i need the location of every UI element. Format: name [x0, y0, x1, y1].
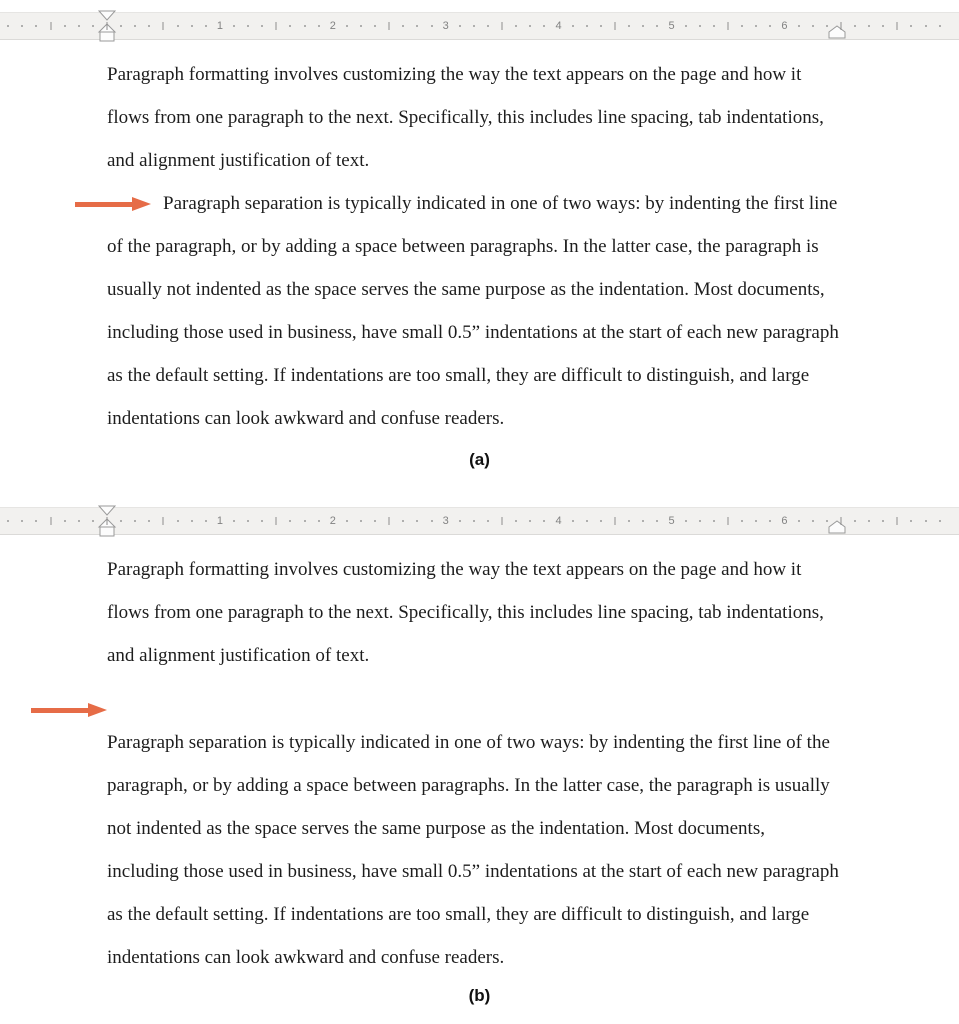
- ruler-half-tick: [502, 517, 503, 525]
- ruler-number: 2: [329, 20, 336, 32]
- ruler-tick-dot: [431, 25, 433, 27]
- ruler-tick-dot: [261, 520, 263, 522]
- ruler-number: 1: [216, 515, 223, 527]
- ruler-tick-dot: [318, 520, 320, 522]
- panel-a: [0, 12, 959, 473]
- ruler-tick-dot: [487, 25, 489, 27]
- ruler-tick-dot: [685, 25, 687, 27]
- ruler-tick-dot: [826, 520, 828, 522]
- panel-label-b: (b): [468, 986, 491, 1005]
- ruler-half-tick: [276, 517, 277, 525]
- ruler-tick-dot: [713, 520, 715, 522]
- ruler-tick-dot: [261, 25, 263, 27]
- ruler-tick-dot: [543, 520, 545, 522]
- ruler-tick-dot: [374, 520, 376, 522]
- ruler-tick-dot: [64, 520, 66, 522]
- ruler-tick-dot: [572, 520, 574, 522]
- ruler-tick-dot: [92, 520, 94, 522]
- ruler-tick-dot: [572, 25, 574, 27]
- ruler-tick-dot: [882, 25, 884, 27]
- ruler-half-tick: [389, 517, 390, 525]
- ruler-half-tick: [615, 22, 616, 30]
- ruler-half-tick: [50, 22, 51, 30]
- ruler-number: 1: [216, 20, 223, 32]
- ruler-half-tick: [615, 517, 616, 525]
- ruler-number: 3: [442, 20, 449, 32]
- paragraph-with-first-line-indent[interactable]: Paragraph separation is typically indicated in one of two ways: by indenting the first line of the paragraph, or by adding a space between paragraphs. In the latter case, the paragraph is usually not indented as the space serves the same purpose as the indentation. Most documents, including those used in business, have small 0.5” indentations at the start of each new paragraph as the default setting. If indentations are too small, they are difficult to distinguish, and large indentations can look awkward and confuse readers.: [107, 193, 839, 429]
- ruler-tick-dot: [416, 520, 418, 522]
- right-indent-marker-icon[interactable]: [827, 25, 847, 40]
- ruler-tick-dot: [699, 25, 701, 27]
- ruler-tick-dot: [798, 25, 800, 27]
- arrow-shaft: [31, 708, 89, 713]
- ruler-tick-dot: [120, 25, 122, 27]
- ruler-tick-dot: [35, 25, 37, 27]
- ruler-tick-dot: [318, 25, 320, 27]
- ruler-tick-dot: [247, 520, 249, 522]
- ruler-half-tick: [276, 22, 277, 30]
- ruler-tick-dot: [755, 25, 757, 27]
- ruler-tick-dot: [642, 25, 644, 27]
- ruler-tick-dot: [685, 520, 687, 522]
- document-text-area[interactable]: [107, 535, 840, 979]
- ruler-tick-dot: [233, 25, 235, 27]
- paragraph[interactable]: Paragraph formatting involves customizing the way the text appears on the page and how it flows from one paragraph to the next. Specifically, this includes line spacing, tab indentations, and alignment justification of text.: [107, 559, 824, 666]
- ruler-half-tick: [840, 22, 841, 30]
- ruler-tick-dot: [402, 25, 404, 27]
- ruler-tick-dot: [529, 25, 531, 27]
- document-text-area[interactable]: [107, 40, 840, 440]
- ruler-tick-dot: [148, 25, 150, 27]
- ruler-tick-dot: [346, 25, 348, 27]
- horizontal-ruler[interactable]: [0, 507, 959, 535]
- ruler-tick-dot: [656, 520, 658, 522]
- ruler-tick-dot: [431, 520, 433, 522]
- ruler-tick-dot: [741, 520, 743, 522]
- ruler-tick-dot: [360, 25, 362, 27]
- ruler-tick-dot: [120, 520, 122, 522]
- ruler-tick-dot: [304, 25, 306, 27]
- ruler-tick-dot: [35, 520, 37, 522]
- ruler-tick-dot: [205, 520, 207, 522]
- ruler-tick-dot: [360, 520, 362, 522]
- ruler-tick-dot: [177, 520, 179, 522]
- left-indent-marker-icon[interactable]: [100, 32, 114, 41]
- ruler-number: 4: [555, 515, 562, 527]
- ruler-tick-dot: [64, 25, 66, 27]
- ruler-tick-dot: [191, 520, 193, 522]
- ruler-tick-dot: [21, 25, 23, 27]
- ruler-tick-dot: [191, 25, 193, 27]
- horizontal-ruler[interactable]: [0, 12, 959, 40]
- ruler-tick-dot: [78, 25, 80, 27]
- ruler-tick-dot: [642, 520, 644, 522]
- ruler-tick-dot: [600, 520, 602, 522]
- ruler-tick-dot: [205, 25, 207, 27]
- ruler-tick-dot: [289, 25, 291, 27]
- ruler-tick-dot: [134, 520, 136, 522]
- ruler-tick-dot: [826, 25, 828, 27]
- ruler-tick-dot: [812, 25, 814, 27]
- ruler-tick-dot: [769, 520, 771, 522]
- ruler-tick-dot: [854, 25, 856, 27]
- ruler-number: 5: [668, 515, 675, 527]
- ruler-tick-dot: [910, 25, 912, 27]
- ruler-tick-dot: [854, 520, 856, 522]
- ruler-half-tick: [727, 517, 728, 525]
- ruler-tick-dot: [487, 520, 489, 522]
- ruler-tick-dot: [515, 520, 517, 522]
- ruler-tick-dot: [289, 520, 291, 522]
- ruler-tick-dot: [713, 25, 715, 27]
- ruler-tick-dot: [177, 25, 179, 27]
- ruler-tick-dot: [939, 520, 941, 522]
- ruler-tick-dot: [868, 520, 870, 522]
- ruler-tick-dot: [402, 520, 404, 522]
- ruler-number: 2: [329, 515, 336, 527]
- ruler-tick-dot: [586, 520, 588, 522]
- ruler-half-tick: [50, 517, 51, 525]
- first-line-indent-marker-icon[interactable]: [99, 11, 115, 20]
- ruler-half-tick: [163, 517, 164, 525]
- ruler-tick-dot: [416, 25, 418, 27]
- ruler-half-tick: [107, 22, 108, 30]
- ruler-number: 4: [555, 20, 562, 32]
- ruler-tick-dot: [459, 520, 461, 522]
- ruler-tick-dot: [7, 25, 9, 27]
- ruler-tick-dot: [656, 25, 658, 27]
- ruler-number: 3: [442, 515, 449, 527]
- first-line-indent-marker-icon[interactable]: [99, 506, 115, 515]
- left-indent-marker-icon[interactable]: [100, 527, 114, 536]
- ruler-tick-dot: [21, 520, 23, 522]
- panel-b: [0, 507, 959, 1009]
- ruler-tick-dot: [7, 520, 9, 522]
- arrow-shaft: [75, 202, 133, 207]
- ruler-half-tick: [502, 22, 503, 30]
- ruler-tick-dot: [939, 25, 941, 27]
- ruler-tick-dot: [741, 25, 743, 27]
- ruler-tick-dot: [304, 520, 306, 522]
- ruler-tick-dot: [628, 520, 630, 522]
- ruler-tick-dot: [769, 25, 771, 27]
- panel-label-a: (a): [469, 450, 490, 469]
- ruler-tick-dot: [148, 520, 150, 522]
- arrow-head: [88, 703, 107, 717]
- ruler-tick-dot: [92, 25, 94, 27]
- paragraph-space-arrow-icon: [31, 703, 107, 717]
- ruler-number: 6: [781, 20, 788, 32]
- ruler-half-tick: [897, 517, 898, 525]
- ruler-tick-dot: [473, 520, 475, 522]
- ruler-number: 6: [781, 515, 788, 527]
- ruler-tick-dot: [346, 520, 348, 522]
- ruler-tick-dot: [882, 520, 884, 522]
- ruler-half-tick: [727, 22, 728, 30]
- arrow-head: [132, 197, 151, 211]
- ruler-tick-dot: [925, 25, 927, 27]
- ruler-tick-dot: [374, 25, 376, 27]
- ruler-tick-dot: [755, 520, 757, 522]
- ruler-tick-dot: [529, 520, 531, 522]
- ruler-half-tick: [389, 22, 390, 30]
- ruler-tick-dot: [812, 520, 814, 522]
- ruler-tick-dot: [628, 25, 630, 27]
- ruler-half-tick: [840, 517, 841, 525]
- ruler-tick-dot: [233, 520, 235, 522]
- ruler-half-tick: [897, 22, 898, 30]
- ruler-tick-dot: [78, 520, 80, 522]
- ruler-half-tick: [107, 517, 108, 525]
- ruler-tick-dot: [798, 520, 800, 522]
- ruler-half-tick: [163, 22, 164, 30]
- paragraph[interactable]: Paragraph formatting involves customizing the way the text appears on the page and how it flows from one paragraph to the next. Specifically, this includes line spacing, tab indentations, and alignment justification of text.: [107, 64, 824, 171]
- ruler-tick-dot: [699, 520, 701, 522]
- ruler-number: 5: [668, 20, 675, 32]
- ruler-tick-dot: [459, 25, 461, 27]
- ruler-tick-dot: [925, 520, 927, 522]
- first-line-indent-arrow-icon: [75, 197, 151, 211]
- ruler-tick-dot: [910, 520, 912, 522]
- paragraph-with-space-before[interactable]: Paragraph separation is typically indicated in one of two ways: by indenting the first line of the paragraph, or by adding a space between paragraphs. In the latter case, the paragraph is usually not indented as the space serves the same purpose as the indentation. Most documents, including those used in business, have small 0.5” indentations at the start of each new paragraph as the default setting. If indentations are too small, they are difficult to distinguish, and large indentations can look awkward and confuse readers.: [107, 732, 839, 968]
- ruler-tick-dot: [543, 25, 545, 27]
- ruler-tick-dot: [473, 25, 475, 27]
- ruler-tick-dot: [600, 25, 602, 27]
- ruler-tick-dot: [515, 25, 517, 27]
- ruler-tick-dot: [868, 25, 870, 27]
- ruler-tick-dot: [247, 25, 249, 27]
- right-indent-marker-icon[interactable]: [827, 520, 847, 535]
- ruler-tick-dot: [134, 25, 136, 27]
- ruler-tick-dot: [586, 25, 588, 27]
